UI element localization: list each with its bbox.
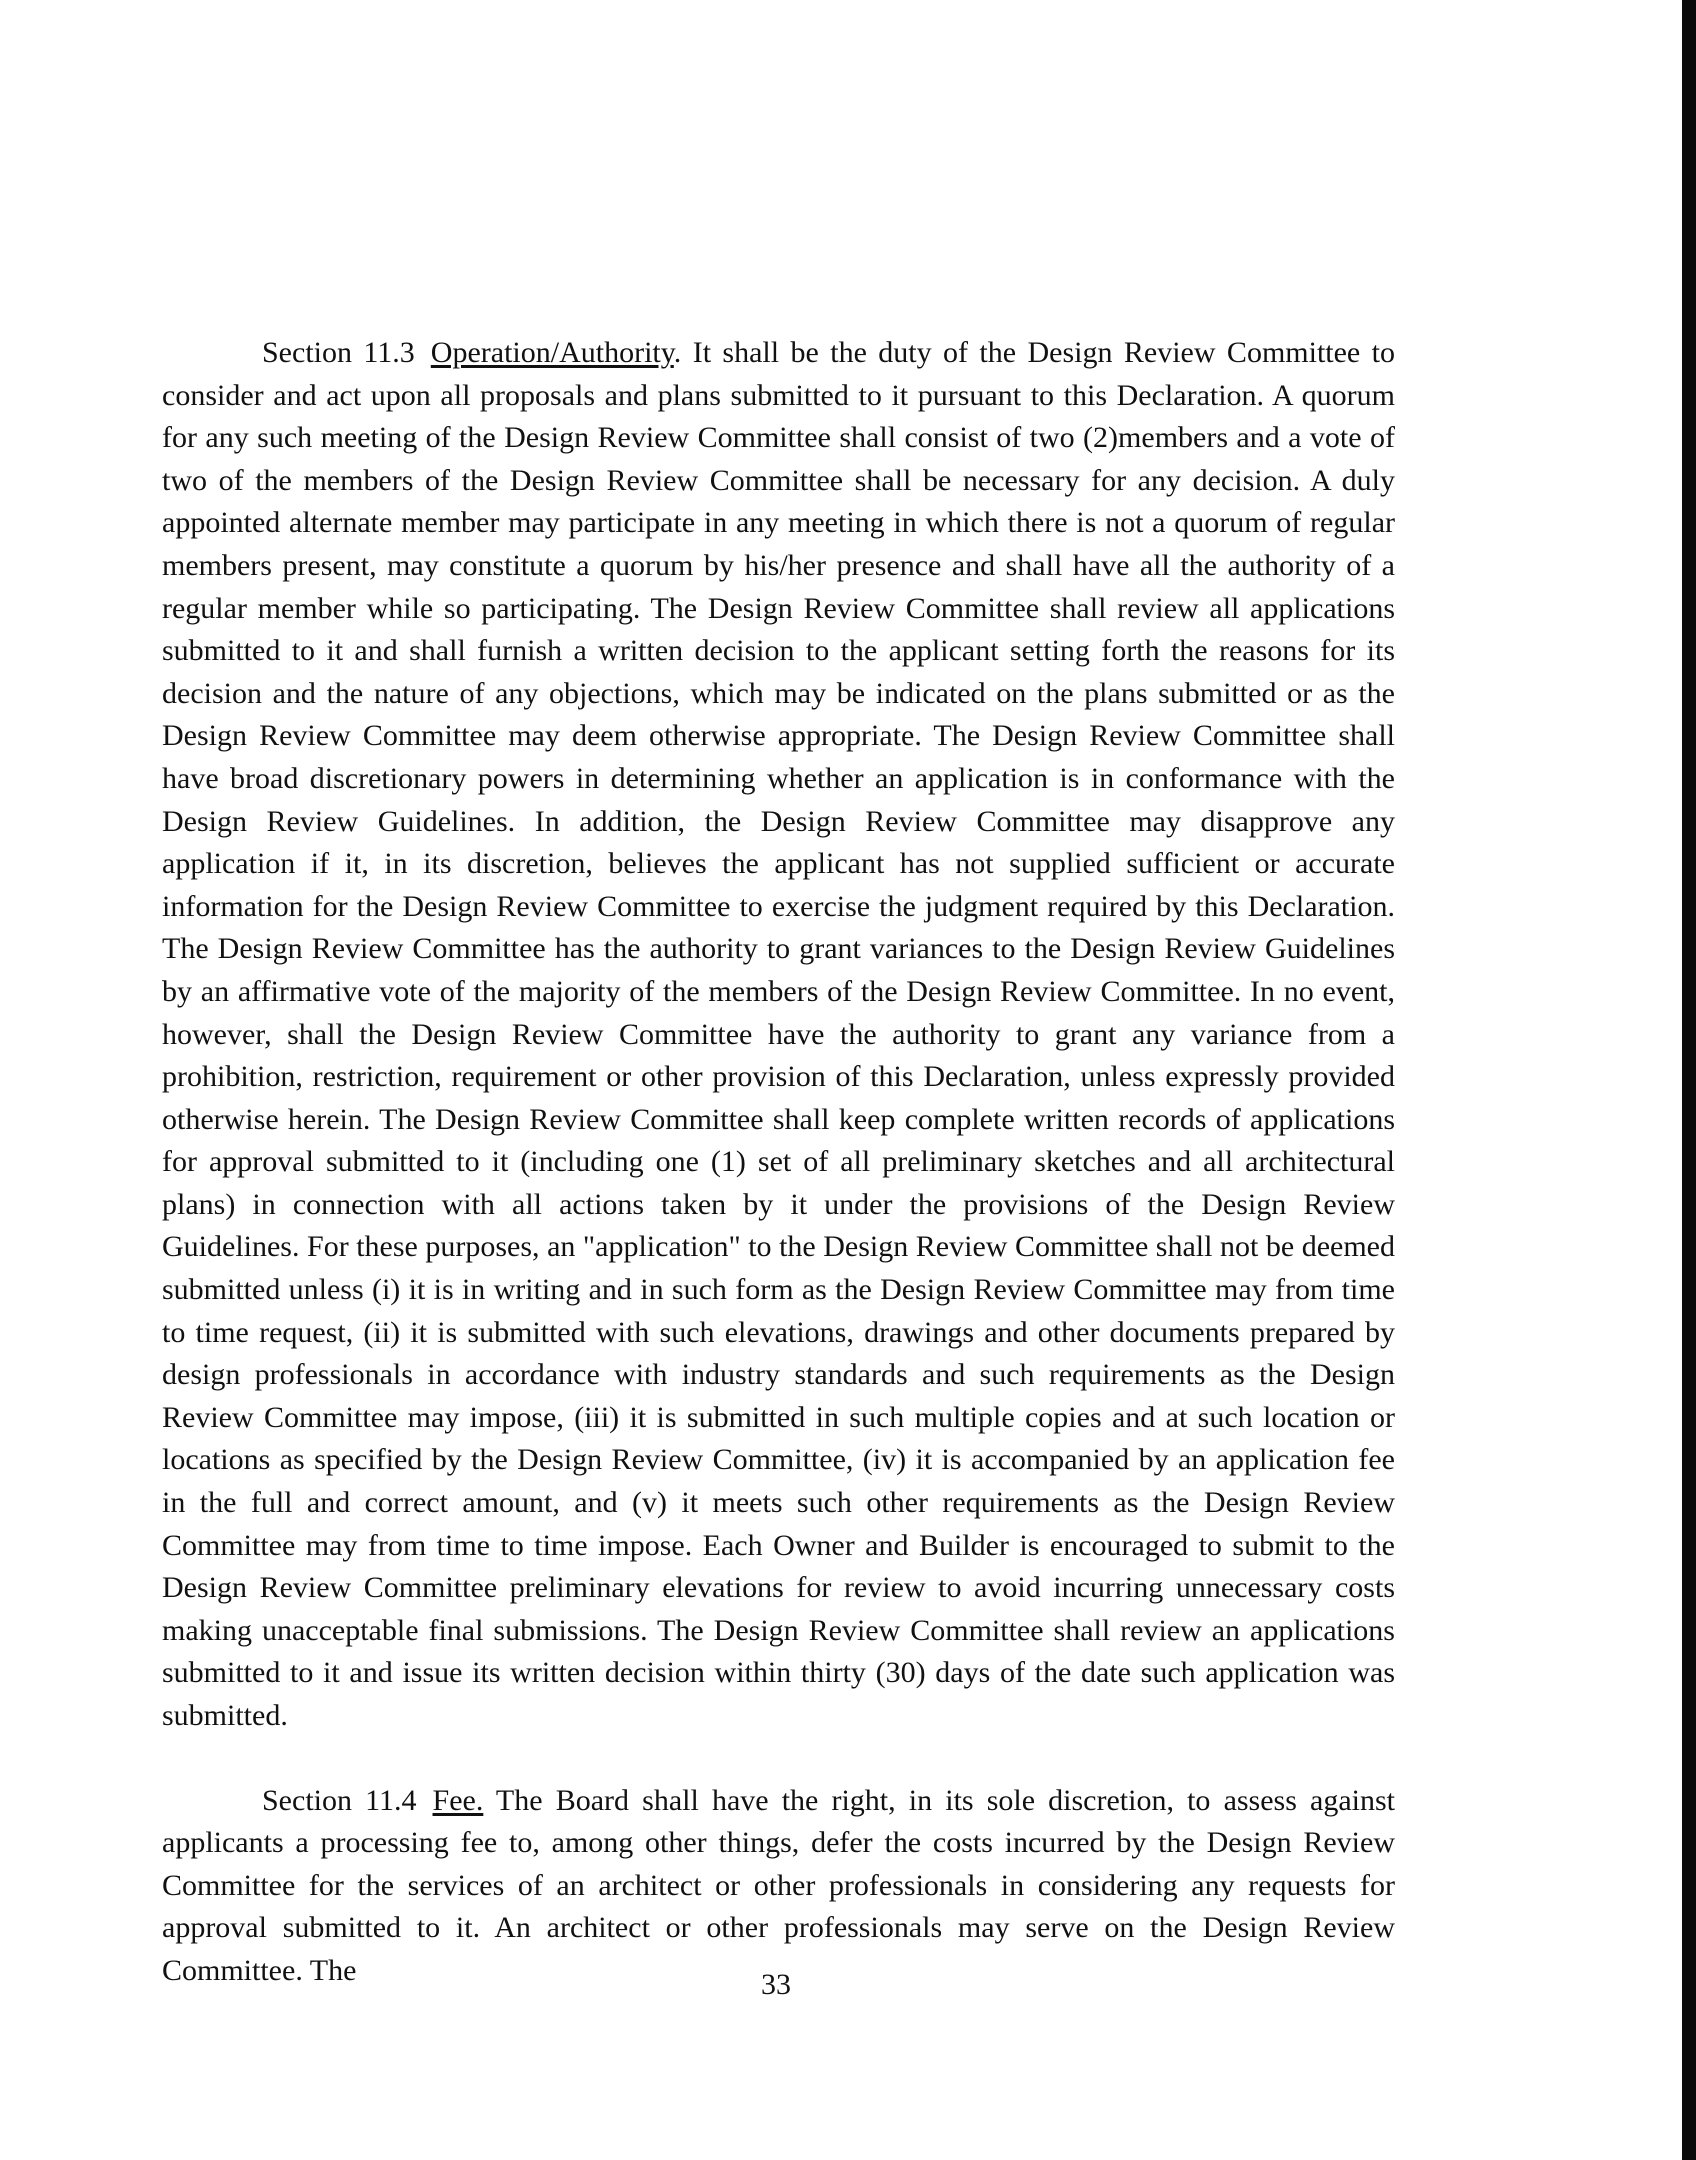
section-heading: Operation/Authority	[430, 336, 674, 369]
section-heading: Fee.	[432, 1783, 484, 1817]
section-11-4	[162, 1780, 1395, 1993]
section-text: The Board shall have the right, in its sole discretion, to assess against applicants a processing fee to, among other things, defer the costs incurred by the Design Review Committee for the services of an architect or other professionals in considering any requests for approval submitted to it. An architect or other professionals may serve on the Design Review Committee. The	[162, 1783, 1396, 1987]
section-number: Section 11.3	[262, 336, 415, 369]
document-body	[162, 332, 1395, 1993]
section-text: It shall be the duty of the Design Review Committee to consider and act upon all proposals and plans submitted to it pursuant to this Declaration. A quorum for any such meeting of the Design Review Committee shall consist of two (2)members and a vote of two of the members of the Design Review Committee shall be necessary for any decision. A duly appointed alternate member may participate in any meeting in which there is not a quorum of regular members present, may constitute a quorum by his/her presence and shall have all the authority of a regular member while so participating. The Design Review Committee shall review all applications submitted to it and shall furnish a written decision to the applicant setting forth the reasons for its decision and the nature of any objections, which may be indicated on the plans submitted or as the Design Review Committee may deem otherwise appropriate. The Design Review Committee shall have broad discretionary powers in determining whether an application is in conformance with the Design Review Guidelines. In addition, the Design Review Committee may disapprove any application if it, in its discretion, believes the applicant has not supplied sufficient or accurate information for the Design Review Committee to exercise the judgment required by this Declaration. The Design Review Committee has the authority to grant variances to the Design Review Guidelines by an affirmative vote of the majority of the members of the Design Review Committee. In no event, however, shall the Design Review Committee have the authority to grant any variance from a prohibition, restriction, requirement or other provision of this Declaration, unless expressly provided otherwise herein. The Design Review Committee shall keep complete written records of applications for approval submitted to it (including one (1) set of all preliminary sketches and all architectural plans) in connection with all actions taken by it under the provisions of the Design Review Guidelines. For these purposes, an "application" to the Design Review Committee shall not be deemed submitted unless (i) it is in writing and in such form as the Design Review Committee may from time to time request, (ii) it is submitted with such elevations, drawings and other documents prepared by design professionals in accordance with industry standards and such requirements as the Design Review Committee may impose, (iii) it is submitted in such multiple copies and at such location or locations as specified by the Design Review Committee, (iv) it is accompanied by an application fee in the full and correct amount, and (v) it meets such other requirements as the Design Review Committee may from time to time impose. Each Owner and Builder is encouraged to submit to the Design Review Committee preliminary elevations for review to avoid incurring unnecessary costs making unacceptable final submissions. The Design Review Committee shall review an applications submitted to it and issue its written decision within thirty (30) days of the date such application was submitted.	[162, 336, 1395, 1732]
section-number: Section 11.4	[262, 1783, 417, 1817]
scan-edge-bar	[1682, 0, 1696, 2160]
heading-punctuation: .	[673, 336, 682, 369]
section-11-3	[162, 332, 1395, 1738]
page-number: 33	[761, 1968, 791, 2001]
